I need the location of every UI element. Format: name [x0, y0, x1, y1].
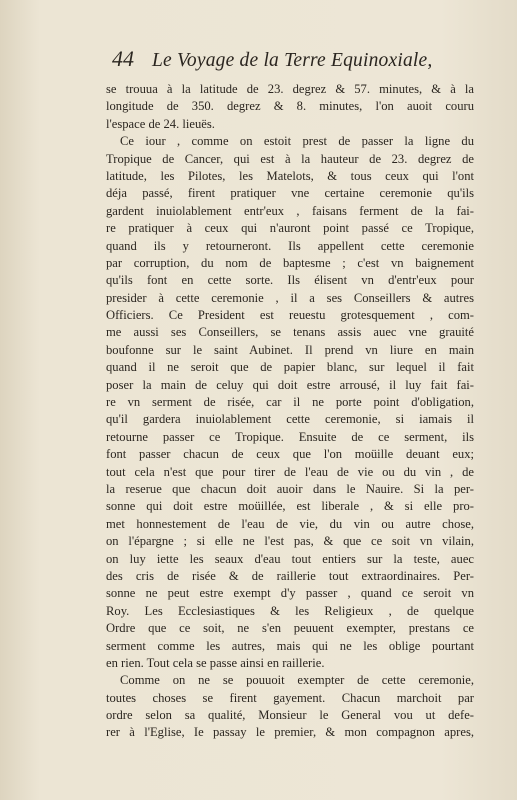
text-line: toutes choses se firent gayement. Chacun marchoit par — [106, 690, 474, 705]
text-line: Tropique de Cancer, qui est à la hauteur de 23. degrez de — [106, 151, 474, 166]
text-line: font passer chacun de ceux que l'on moüille deuant eux; — [106, 447, 474, 462]
text-line: presider à cette ceremonie , il a ses Conseillers & autres — [106, 290, 474, 305]
text-line: met honnestement de l'eau de vie, du vin ou autre chose, — [106, 516, 474, 531]
text-line: me aussi ses Conseillers, se tenans assis auec vne grauité — [106, 325, 474, 340]
text-line: déja passé, firent pratiquer vne certaine ceremonie qu'ils — [106, 186, 474, 201]
text-line: longitude de 350. degrez & 8. minutes, l'on auoit couru — [106, 99, 474, 114]
text-line: quand ils y retourneront. Ils appellent cette ceremonie — [106, 238, 474, 253]
text-line: poser la main de celuy qui doit estre arrousé, il luy fait fai- — [106, 377, 474, 392]
text-line: Roy. Les Ecclesiastiques & les Religieux , de quelque — [106, 603, 474, 618]
text-line: serment comme les autres, mais qui ne les oblige pourtant — [106, 638, 474, 653]
text-line: on l'épargne ; si elle ne l'est pas, & que ce soit vn vilain, — [106, 534, 474, 549]
text-line: re vn serment de risée, car il ne porte point d'obligation, — [106, 395, 474, 410]
text-line: retourne passer ce Tropique. Ensuite de ce serment, ils — [106, 429, 474, 444]
text-line: quand il ne seroit que de papier blanc, sur lequel il fait — [106, 360, 474, 375]
text-line: sonne qui doit estre moüillée, est liberale , & si elle pro- — [106, 499, 474, 514]
text-line: l'espace de 24. lieuës. — [106, 116, 215, 131]
text-line: rer à l'Eglise, Ie passay le premier, & mon compagnon apres, — [106, 725, 474, 740]
text-line: tout cela n'est que pour tirer de l'eau de vie ou du vin , de — [106, 464, 474, 479]
text-line: ordre selon sa qualité, Monsieur le General vou ut defe- — [106, 708, 474, 723]
text-line: Ordre que ce soit, ne s'en peuuent exempter, prestans ce — [106, 621, 474, 636]
text-line: qu'ils font en cette sorte. Ils élisent vn d'entr'eux pour — [106, 273, 474, 288]
text-line: Officiers. Ce President est reuestu grotesquement , com- — [106, 308, 474, 323]
text-line: gardent inuiolablement entr'eux , faisans ferment de la fai- — [106, 203, 474, 218]
text-line: la reserue que chacun doit auoir dans le Nauire. Si la per- — [106, 481, 474, 496]
page-number: 44 — [112, 46, 134, 71]
text-line: par corruption, du nom de baptesme ; c'est vn baignement — [106, 255, 474, 270]
text-line: se trouua à la latitude de 23. degrez & 57. minutes, & à la — [106, 82, 474, 96]
text-line: on luy iette les seaux d'eau tout entiers sur la teste, auec — [106, 551, 474, 566]
text-line: boufonne sur le saint Aubinet. Il prend vn liure en main — [106, 342, 474, 357]
body-text — [106, 81, 474, 742]
text-line: en rien. Tout cela se passe ainsi en raillerie. — [106, 655, 325, 670]
page-header — [110, 46, 487, 72]
text-line: des cris de risée & de raillerie tout extraordinaires. Per- — [106, 568, 474, 583]
text-line: qu'il gardera inuiolablement cette ceremonie, si iamais il — [106, 412, 474, 427]
text-line: re pratiquer à ceux qui n'auront point passé ce Tropique, — [106, 221, 474, 236]
text-line: sonne ne peut estre exempt d'y passer , quand ce seroit vn — [106, 586, 474, 601]
text-line: Ce iour , comme on estoit prest de passer la ligne du — [120, 134, 474, 149]
running-title: Le Voyage de la Terre Equinoxiale, — [152, 50, 433, 71]
text-line: latitude, les Pilotes, les Matelots, & tous ceux qui l'ont — [106, 168, 474, 183]
text-line: Comme on ne se pouuoit exempter de cette ceremonie, — [120, 673, 474, 688]
